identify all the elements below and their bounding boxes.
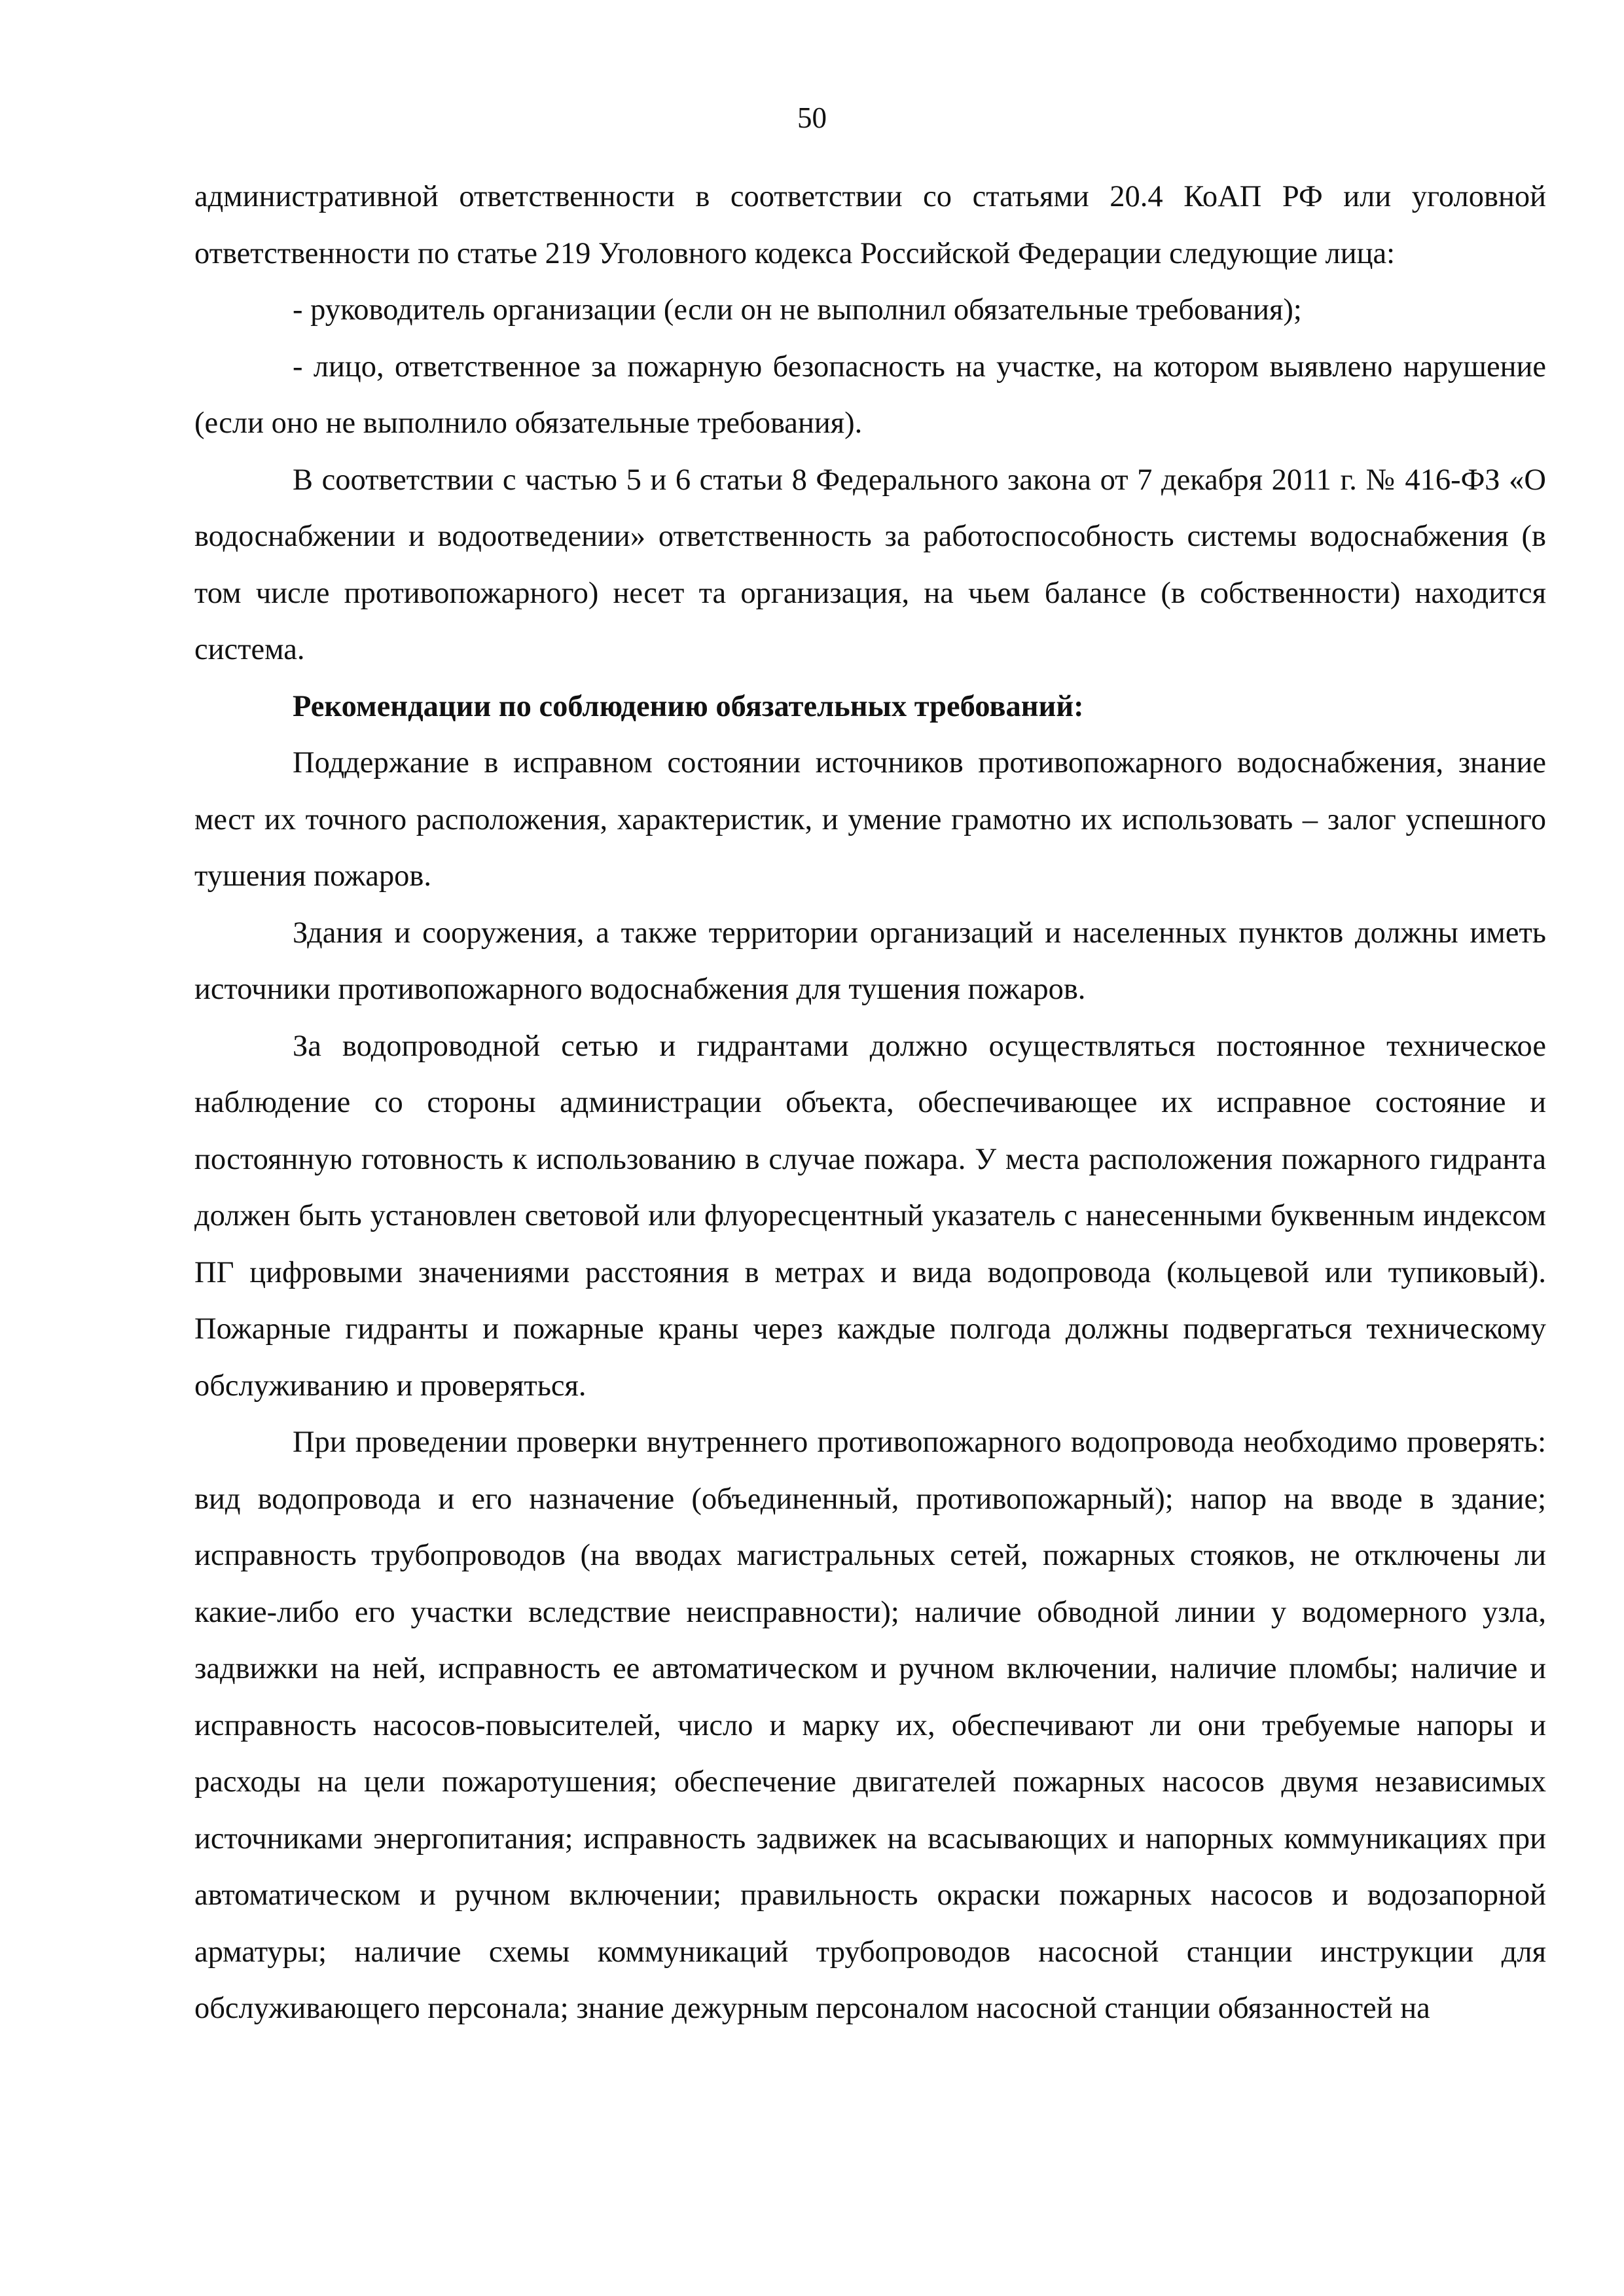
paragraph-continuation: административной ответственности в соответствии со статьями 20.4 КоАП РФ или уголовной ответственности по статье 219 Уголовного кодекса Российской Федерации следующие лица: bbox=[194, 180, 1546, 270]
paragraph-hydrant-supervision: За водопроводной сетью и гидрантами должно осуществляться постоянное техническое наблюдение со стороны администрации объекта, обеспечивающее их исправное состояние и постоянную готовность к использованию в случае пожара. У места расположения пожарного гидранта должен быть установлен световой или флуоресцентный указатель с нанесенными буквенным индексом ПГ цифровыми значениями расстояния в метрах и вида водопровода (кольцевой или тупиковый). Пожарные гидранты и пожарные краны через каждые полгода должны подвергаться техническому обслуживанию и проверяться. bbox=[194, 1029, 1546, 1403]
paragraph-maintenance: Поддержание в исправном состоянии источников противопожарного водоснабжения, знание мест их точного расположения, характеристик, и умение грамотно их использовать – залог успешного тушения пожаров. bbox=[194, 746, 1546, 893]
list-item-head-of-organization: - руководитель организации (если он не выполнил обязательные требования); bbox=[293, 293, 1302, 327]
paragraph-buildings: Здания и сооружения, а также территории организаций и населенных пунктов должны иметь источники противопожарного водоснабжения для тушения пожаров. bbox=[194, 916, 1546, 1006]
page-number: 50 bbox=[797, 101, 827, 134]
paragraph-water-supply-law: В соответствии с частью 5 и 6 статьи 8 Федерального закона от 7 декабря 2011 г. № 416-ФЗ «О водоснабжении и водоотведении» ответственность за работоспособность системы водоснабжения (в том числе противопожарного) несет та организация, на чьем балансе (в собственности) находится система. bbox=[194, 463, 1546, 666]
paragraph-inspection: При проведении проверки внутреннего противопожарного водопровода необходимо проверять: вид водопровода и его назначение (объединенный, противопожарный); напор на вводе в здание; исправность трубопроводов (на вводах магистральных сетей, пожарных стояков, не отключены ли какие-либо его участки вследствие неисправности); наличие обводной линии у водомерного узла, задвижки на ней, исправность ее автоматическом и ручном включении, наличие пломбы; наличие и исправность насосов-повысителей, число и марку их, обеспечивают ли они требуемые напоры и расходы на цели пожаротушения; обеспечение двигателей пожарных насосов двумя независимых источниками энергопитания; исправность задвижек на всасывающих и напорных коммуникациях при автоматическом и ручном включении; правильность окраски пожарных насосов и водозапорной арматуры; наличие схемы коммуникаций трубопроводов насосной станции инструкции для обслуживающего персонала; знание дежурным персоналом насосной станции обязанностей на bbox=[194, 1426, 1546, 2025]
document-body bbox=[194, 169, 1546, 2037]
section-heading-recommendations: Рекомендации по соблюдению обязательных требований: bbox=[293, 689, 1084, 723]
list-item-responsible-person: - лицо, ответственное за пожарную безопасность на участке, на котором выявлено нарушение (если оно не выполнило обязательные требования). bbox=[194, 350, 1546, 440]
